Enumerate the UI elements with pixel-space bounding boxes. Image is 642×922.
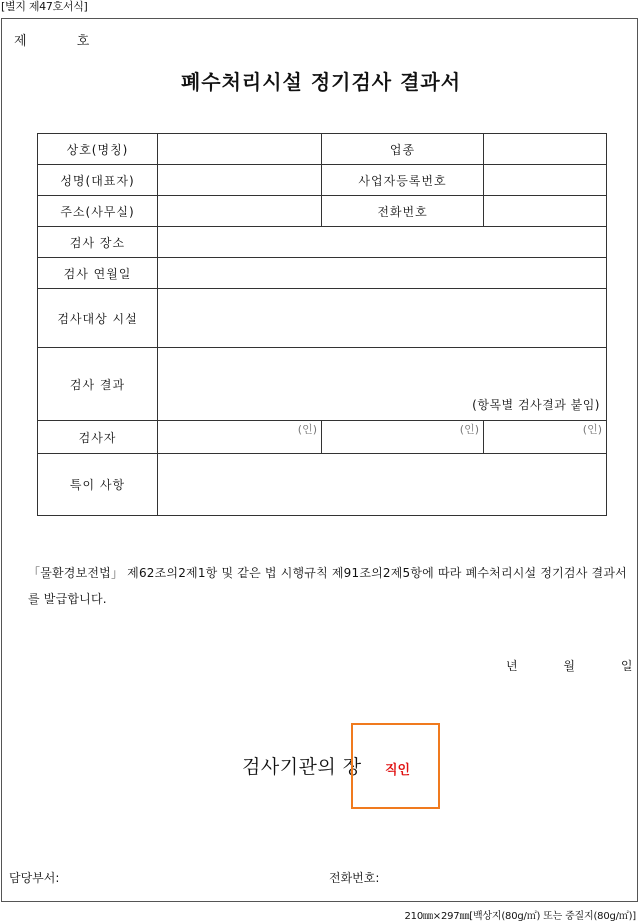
business-reg-number-label: 사업자등록번호 xyxy=(322,165,484,196)
inspection-result-value[interactable] xyxy=(158,348,607,421)
issuance-statement: 「물환경보전법」 제62조의2제1항 및 같은 법 시행규칙 제91조의2제5항에 따라 폐수처리시설 정기검사 결과서를 발급합니다. xyxy=(28,566,627,606)
date-month: 월 xyxy=(563,659,576,673)
inspection-place-value[interactable] xyxy=(158,227,607,258)
issuer-title: 검사기관의 장 xyxy=(242,756,362,778)
inspection-place-label: 검사 장소 xyxy=(38,227,158,258)
address-value[interactable] xyxy=(158,196,322,227)
form-number-label: [별지 제47호서식] xyxy=(1,0,88,13)
date-day: 일 xyxy=(620,659,633,673)
document-number xyxy=(14,30,89,49)
table-row-result xyxy=(38,348,607,421)
inspector-label: 검사자 xyxy=(38,421,158,454)
paper-spec: 210㎜×297㎜[백상지(80g/㎡) 또는 중질지(80g/㎡)] xyxy=(404,911,636,922)
table-row-address xyxy=(38,196,607,227)
table-row-target-facility xyxy=(38,289,607,348)
contact-phone-field: 전화번호: xyxy=(329,871,380,885)
official-seal-label: 직인 xyxy=(385,763,411,778)
date-year: 년 xyxy=(506,659,518,673)
target-facility-value[interactable] xyxy=(158,289,607,348)
issue-date xyxy=(506,657,632,674)
remarks-label: 특이 사항 xyxy=(38,454,158,516)
inspection-date-label: 검사 연월일 xyxy=(38,258,158,289)
business-type-label: 업종 xyxy=(322,134,484,165)
doc-number-ho: 호 xyxy=(76,34,90,49)
table-row-inspector xyxy=(38,421,607,454)
inspector-seal-3[interactable]: (인) xyxy=(484,421,607,454)
remarks-value[interactable] xyxy=(158,454,607,516)
company-name-label: 상호(명칭) xyxy=(38,134,158,165)
department-field: 담당부서: xyxy=(9,871,60,885)
phone-number-label: 전화번호 xyxy=(322,196,484,227)
table-row-inspection-place xyxy=(38,227,607,258)
target-facility-label: 검사대상 시설 xyxy=(38,289,158,348)
inspection-date-value[interactable] xyxy=(158,258,607,289)
result-attachment-note: (항목별 검사결과 붙임) xyxy=(472,398,600,412)
table-row-company xyxy=(38,134,607,165)
company-name-value[interactable] xyxy=(158,134,322,165)
doc-number-je: 제 xyxy=(14,34,27,49)
address-label: 주소(사무실) xyxy=(38,196,158,227)
inspector-seal-1[interactable]: (인) xyxy=(158,421,322,454)
representative-value[interactable] xyxy=(158,165,322,196)
inspector-seal-2[interactable]: (인) xyxy=(322,421,484,454)
table-row-representative xyxy=(38,165,607,196)
representative-label: 성명(대표자) xyxy=(38,165,158,196)
inspection-info-table xyxy=(37,133,607,516)
table-row-remarks xyxy=(38,454,607,516)
document-title: 폐수처리시설 정기검사 결과서 xyxy=(180,70,462,94)
business-type-value[interactable] xyxy=(484,134,607,165)
inspection-result-label: 검사 결과 xyxy=(38,348,158,421)
business-reg-number-value[interactable] xyxy=(484,165,607,196)
phone-number-value[interactable] xyxy=(484,196,607,227)
table-row-inspection-date xyxy=(38,258,607,289)
